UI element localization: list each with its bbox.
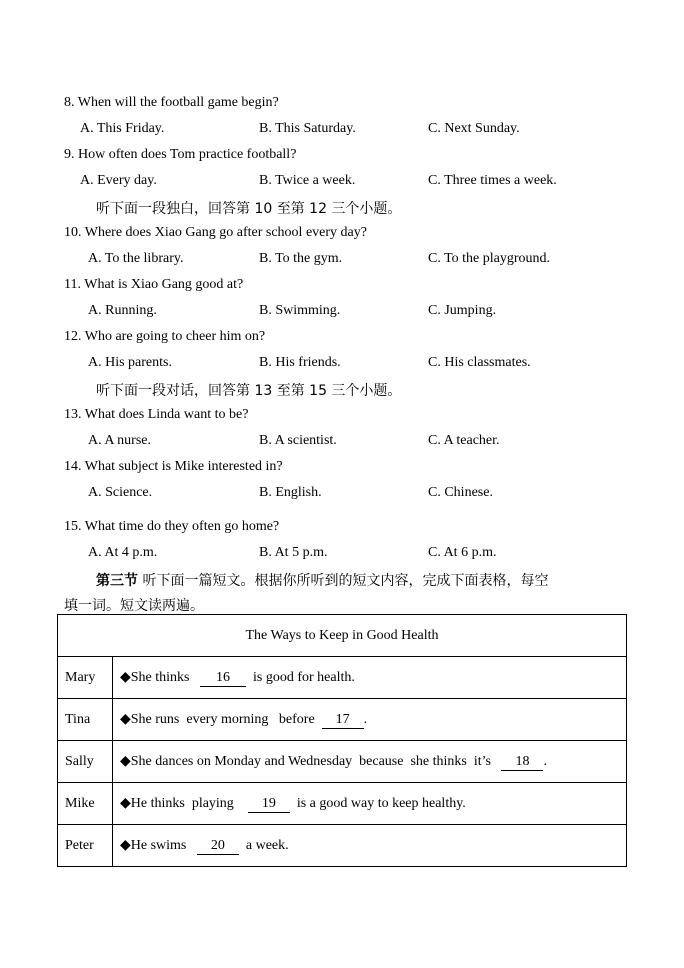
- question-10-option-a: A. To the library.: [88, 251, 184, 266]
- table-row: [58, 699, 627, 741]
- question-12-option-a: A. His parents.: [88, 355, 172, 370]
- question-14: 14. What subject is Mike interested in?: [64, 459, 283, 474]
- question-11-option-a: A. Running.: [88, 303, 157, 318]
- question-15-option-a: A. At 4 p.m.: [88, 545, 158, 560]
- question-12-option-b: B. His friends.: [259, 355, 341, 370]
- question-15-option-b: B. At 5 p.m.: [259, 545, 328, 560]
- table-row: [58, 741, 627, 783]
- row-text: [113, 783, 627, 825]
- row-text-after: is a good way to keep healthy.: [289, 795, 466, 811]
- row-text-after: a week.: [238, 837, 289, 853]
- question-8-option-c: C. Next Sunday.: [428, 121, 520, 136]
- answer-blank-17: 17: [322, 712, 364, 729]
- question-13-option-c: C. A teacher.: [428, 433, 500, 448]
- row-text-after: .: [363, 711, 368, 727]
- question-9-option-c: C. Three times a week.: [428, 173, 557, 188]
- question-13-option-b: B. A scientist.: [259, 433, 337, 448]
- question-8-option-a: A. This Friday.: [80, 121, 165, 136]
- table-row: [58, 783, 627, 825]
- answer-blank-16: 16: [200, 670, 246, 687]
- question-15: 15. What time do they often go home?: [64, 519, 280, 534]
- question-8-option-b: B. This Saturday.: [259, 121, 356, 136]
- question-11-option-c: C. Jumping.: [428, 303, 497, 318]
- row-text-after: is good for health.: [246, 669, 355, 685]
- table-row: [58, 657, 627, 699]
- section3-text: 听下面一篇短文。根据你所听到的短文内容，完成下面表格，每空: [138, 573, 549, 589]
- question-11: 11. What is Xiao Gang good at?: [64, 277, 244, 292]
- row-text-before: ◆She dances on Monday and Wednesday because she thinks it’s: [120, 753, 502, 769]
- row-text-before: ◆She thinks: [120, 669, 200, 685]
- question-13-option-a: A. A nurse.: [88, 433, 151, 448]
- question-10: 10. Where does Xiao Gang go after school every day?: [64, 225, 367, 240]
- answer-blank-20: 20: [197, 838, 239, 855]
- question-12-option-c: C. His classmates.: [428, 355, 531, 370]
- row-name: Sally: [58, 741, 113, 783]
- answer-blank-18: 18: [501, 754, 543, 771]
- question-13: 13. What does Linda want to be?: [64, 407, 249, 422]
- dialogue-instruction: 听下面一段对话，回答第 13 至第 15 三个小题。: [96, 383, 402, 399]
- row-name: Mike: [58, 783, 113, 825]
- question-14-option-a: A. Science.: [88, 485, 153, 500]
- section3-instruction-line2: 填一词。短文读两遍。: [64, 598, 204, 614]
- question-15-option-c: C. At 6 p.m.: [428, 545, 497, 560]
- table-caption-row: [58, 615, 627, 657]
- ways-table: [57, 614, 627, 867]
- section3-title: 第三节: [96, 573, 138, 589]
- question-12: 12. Who are going to cheer him on?: [64, 329, 266, 344]
- row-name: Tina: [58, 699, 113, 741]
- section3-instruction: [96, 570, 548, 590]
- monologue-instruction: 听下面一段独白，回答第 10 至第 12 三个小题。: [96, 201, 402, 217]
- row-text: [113, 657, 627, 699]
- row-text: [113, 699, 627, 741]
- row-text: [113, 741, 627, 783]
- question-10-option-c: C. To the playground.: [428, 251, 551, 266]
- question-9-option-b: B. Twice a week.: [259, 173, 356, 188]
- answer-blank-19: 19: [248, 796, 290, 813]
- row-text-before: ◆He swims: [120, 837, 197, 853]
- question-10-option-b: B. To the gym.: [259, 251, 343, 266]
- row-text-before: ◆She runs every morning before: [120, 711, 322, 727]
- table-row: [58, 825, 627, 867]
- question-9: 9. How often does Tom practice football?: [64, 147, 297, 162]
- question-9-option-a: A. Every day.: [80, 173, 157, 188]
- row-name: Mary: [58, 657, 113, 699]
- table-caption: The Ways to Keep in Good Health: [58, 615, 627, 657]
- question-14-option-b: B. English.: [259, 485, 322, 500]
- question-14-option-c: C. Chinese.: [428, 485, 493, 500]
- row-text: [113, 825, 627, 867]
- question-11-option-b: B. Swimming.: [259, 303, 341, 318]
- row-text-before: ◆He thinks playing: [120, 795, 248, 811]
- row-name: Peter: [58, 825, 113, 867]
- question-8: 8. When will the football game begin?: [64, 95, 279, 110]
- row-text-after: .: [543, 753, 547, 769]
